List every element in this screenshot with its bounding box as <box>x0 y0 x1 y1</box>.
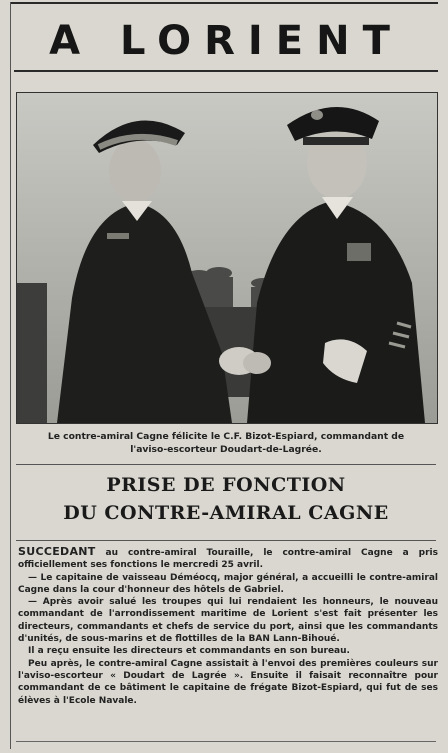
left-rule <box>10 2 11 749</box>
banner-rule <box>14 70 438 72</box>
article-paragraph <box>18 546 438 572</box>
top-rule <box>10 2 438 4</box>
ceremony-photo <box>16 92 438 424</box>
section-banner-title: A LORIENT <box>49 18 403 64</box>
bottom-rule <box>16 741 436 742</box>
photo-illustration <box>17 93 437 423</box>
article-paragraph: — Après avoir salué les troupes qui lui rendaient les honneurs, le nouveau commandant de l'arrondissement maritime de Lorient s'est fait présenter les directeurs, commandants et chefs de service du port, ainsi que les commandants d'unités, de sous-marins et de flottilles de la BAN Lann-Bihoué. <box>18 597 438 645</box>
article-paragraph: Peu après, le contre-amiral Cagne assistait à l'envoi des premières couleurs sur l'aviso-escorteur « Doudart de Lagrée ». Ensuite il faisait reconnaître pour commandant de ce bâtiment le capitaine de frégate Bizot-Espiard, qui fut de ses élèves à l'Ecole Navale. <box>18 658 438 706</box>
caption-line: Le contre-amiral Cagne félicite le C.F. Bizot-Espiard, commandant de <box>47 431 405 442</box>
article-paragraph: — Le capitaine de vaisseau Déméocq, major général, a accueilli le contre-amiral Cagne dans la cour d'honneur des hôtels de Gabriel. <box>18 572 438 595</box>
photo-caption <box>16 430 436 456</box>
caption-rule <box>16 464 436 465</box>
article-body <box>18 546 438 707</box>
article-paragraph: Il a reçu ensuite les directeurs et commandants en son bureau. <box>28 646 350 657</box>
paragraph-text: au contre-amiral Touraille, le contre-amiral Cagne a pris officiellement ses fonctions le mercredi 25 avril. <box>18 548 438 571</box>
headline-line-2: DU CONTRE-AMIRAL CAGNE <box>63 502 389 524</box>
headline-rule <box>16 540 436 541</box>
headline-line-1: PRISE DE FONCTION <box>106 474 346 496</box>
lead-word: SUCCEDANT <box>18 545 96 558</box>
caption-line: l'aviso-escorteur Doudart-de-Lagrée. <box>130 444 322 455</box>
